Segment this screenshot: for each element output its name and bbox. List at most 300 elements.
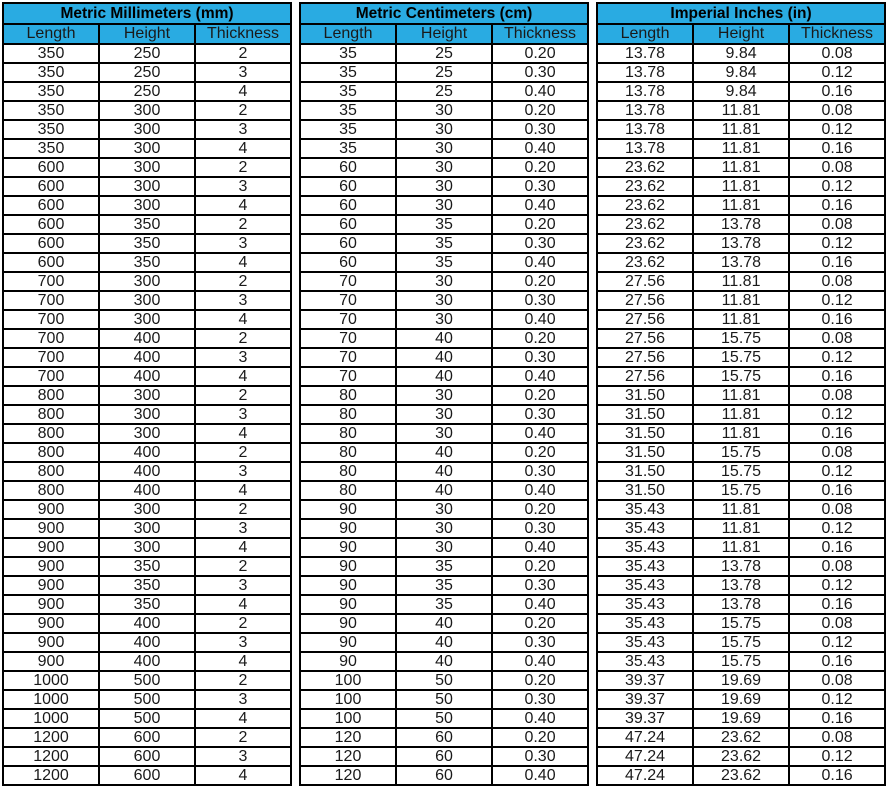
table-cell: 0.20: [492, 728, 588, 747]
table-row: [300, 424, 588, 443]
table-cell: 30: [396, 177, 492, 196]
table-row: [3, 215, 291, 234]
table-row: [597, 481, 885, 500]
table-cell: 600: [3, 253, 99, 272]
table-cell: 35: [396, 234, 492, 253]
table-cell: 600: [3, 234, 99, 253]
table-cell: 60: [396, 728, 492, 747]
table-cell: 23.62: [597, 234, 693, 253]
table-cell: 23.62: [597, 177, 693, 196]
table-cell: 350: [99, 576, 195, 595]
table-cell: 9.84: [693, 63, 789, 82]
table-row: [300, 215, 588, 234]
table-cell: 300: [99, 158, 195, 177]
table-row: [300, 348, 588, 367]
table-cell: 0.12: [789, 462, 885, 481]
table-row: [300, 386, 588, 405]
table-cell: 11.81: [693, 101, 789, 120]
table-cell: 60: [300, 196, 396, 215]
table-cell: 0.40: [492, 253, 588, 272]
table-cell: 0.16: [789, 253, 885, 272]
table-row: [597, 101, 885, 120]
table-cell: 0.12: [789, 177, 885, 196]
table-cell: 2: [195, 386, 291, 405]
table-row: [3, 158, 291, 177]
table-cell: 0.12: [789, 63, 885, 82]
table-cell: 39.37: [597, 671, 693, 690]
table-cell: 3: [195, 63, 291, 82]
table-cell: 9.84: [693, 44, 789, 63]
column-header-thickness: Thickness: [195, 24, 291, 44]
table-cell: 0.12: [789, 633, 885, 652]
table-cell: 0.08: [789, 500, 885, 519]
table-cell: 11.81: [693, 158, 789, 177]
table-row: [597, 595, 885, 614]
table-cell: 600: [3, 196, 99, 215]
table-cell: 0.40: [492, 139, 588, 158]
table-cell: 3: [195, 291, 291, 310]
table-cell: 300: [99, 538, 195, 557]
table-row: [300, 671, 588, 690]
table-cell: 900: [3, 519, 99, 538]
table-row: [300, 291, 588, 310]
table-cell: 35.43: [597, 576, 693, 595]
table-row: [3, 139, 291, 158]
table-cell: 4: [195, 196, 291, 215]
table-cell: 3: [195, 234, 291, 253]
table-cell: 50: [396, 690, 492, 709]
table-cell: 23.62: [597, 253, 693, 272]
table-cell: 40: [396, 633, 492, 652]
table-cell: 13.78: [693, 557, 789, 576]
table-cell: 90: [300, 614, 396, 633]
table-row: [3, 595, 291, 614]
table-row: [3, 443, 291, 462]
conversion-tables: [2, 2, 886, 786]
table-column-header-row: [3, 24, 291, 44]
table-cell: 31.50: [597, 443, 693, 462]
table-cell: 0.30: [492, 120, 588, 139]
table-cell: 120: [300, 728, 396, 747]
table-cell: 35: [300, 139, 396, 158]
table-cell: 3: [195, 120, 291, 139]
table-cell: 250: [99, 63, 195, 82]
table-cell: 900: [3, 633, 99, 652]
table-cell: 0.40: [492, 82, 588, 101]
table-cell: 0.16: [789, 766, 885, 785]
table-cell: 400: [99, 329, 195, 348]
table-cell: 60: [396, 747, 492, 766]
table-row: [597, 424, 885, 443]
table-cell: 120: [300, 747, 396, 766]
table-row: [597, 671, 885, 690]
table-cell: 31.50: [597, 462, 693, 481]
table-row: [300, 196, 588, 215]
table-cell: 900: [3, 538, 99, 557]
table-cell: 30: [396, 500, 492, 519]
table-cell: 600: [3, 215, 99, 234]
table-row: [597, 158, 885, 177]
table-column-header-row: [597, 24, 885, 44]
table-cell: 35: [300, 101, 396, 120]
table-row: [597, 310, 885, 329]
table-cell: 30: [396, 101, 492, 120]
table-cell: 0.30: [492, 690, 588, 709]
table-cell: 0.12: [789, 348, 885, 367]
table-row: [300, 405, 588, 424]
table-cell: 23.62: [597, 196, 693, 215]
table-row: [3, 500, 291, 519]
table-cell: 4: [195, 595, 291, 614]
table-cell: 11.81: [693, 386, 789, 405]
table-cell: 90: [300, 633, 396, 652]
table-cell: 35: [396, 576, 492, 595]
table-cell: 0.40: [492, 196, 588, 215]
table-row: [3, 82, 291, 101]
table-cell: 0.40: [492, 709, 588, 728]
table-cell: 80: [300, 386, 396, 405]
table-cell: 400: [99, 652, 195, 671]
table-row: [597, 139, 885, 158]
table-cell: 13.78: [693, 215, 789, 234]
table-row: [3, 196, 291, 215]
table-cell: 300: [99, 120, 195, 139]
table-row: [3, 424, 291, 443]
table-cell: 350: [3, 120, 99, 139]
table-row: [3, 63, 291, 82]
table-row: [300, 63, 588, 82]
table-cell: 0.30: [492, 633, 588, 652]
table-cell: 800: [3, 462, 99, 481]
table-cell: 60: [300, 177, 396, 196]
table-cell: 0.20: [492, 101, 588, 120]
inches-table: [596, 2, 886, 786]
table-cell: 300: [99, 139, 195, 158]
table-cell: 70: [300, 348, 396, 367]
table-cell: 13.78: [693, 253, 789, 272]
column-header-thickness: Thickness: [789, 24, 885, 44]
table-cell: 0.40: [492, 595, 588, 614]
table-cell: 90: [300, 652, 396, 671]
table-row: [300, 139, 588, 158]
table-cell: 0.08: [789, 671, 885, 690]
table-row: [3, 101, 291, 120]
table-cell: 0.08: [789, 443, 885, 462]
table-cell: 9.84: [693, 82, 789, 101]
table-row: [3, 728, 291, 747]
table-row: [597, 709, 885, 728]
table-cell: 31.50: [597, 424, 693, 443]
table-cell: 0.20: [492, 215, 588, 234]
table-cell: 0.08: [789, 329, 885, 348]
table-row: [300, 462, 588, 481]
table-cell: 700: [3, 291, 99, 310]
table-cell: 0.08: [789, 44, 885, 63]
table-cell: 90: [300, 500, 396, 519]
table-row: [3, 690, 291, 709]
table-row: [300, 101, 588, 120]
table-cell: 0.30: [492, 63, 588, 82]
table-cell: 70: [300, 291, 396, 310]
table-cell: 4: [195, 481, 291, 500]
table-cell: 0.16: [789, 139, 885, 158]
table-cell: 100: [300, 671, 396, 690]
table-cell: 40: [396, 367, 492, 386]
table-cell: 30: [396, 519, 492, 538]
table-cell: 0.08: [789, 386, 885, 405]
table-cell: 100: [300, 690, 396, 709]
table-row: [597, 557, 885, 576]
table-row: [300, 120, 588, 139]
table-cell: 15.75: [693, 348, 789, 367]
table-cell: 35: [396, 595, 492, 614]
inches-table-body: [597, 44, 885, 785]
table-cell: 0.30: [492, 291, 588, 310]
table-cell: 15.75: [693, 443, 789, 462]
table-cell: 0.12: [789, 690, 885, 709]
table-row: [597, 500, 885, 519]
table-row: [597, 82, 885, 101]
table-cell: 2: [195, 272, 291, 291]
table-cell: 25: [396, 44, 492, 63]
table-row: [300, 500, 588, 519]
table-cell: 2: [195, 614, 291, 633]
table-cell: 3: [195, 633, 291, 652]
table-cell: 0.20: [492, 500, 588, 519]
table-cell: 900: [3, 500, 99, 519]
table-cell: 11.81: [693, 272, 789, 291]
column-header-height: Height: [396, 24, 492, 44]
column-header-height: Height: [99, 24, 195, 44]
table-row: [3, 386, 291, 405]
table-cell: 300: [99, 291, 195, 310]
table-cell: 2: [195, 500, 291, 519]
table-row: [3, 709, 291, 728]
table-cell: 4: [195, 253, 291, 272]
table-cell: 0.30: [492, 234, 588, 253]
table-cell: 35.43: [597, 652, 693, 671]
table-row: [597, 405, 885, 424]
table-cell: 2: [195, 101, 291, 120]
table-row: [300, 538, 588, 557]
table-cell: 70: [300, 272, 396, 291]
table-cell: 800: [3, 481, 99, 500]
table-row: [300, 82, 588, 101]
table-cell: 350: [3, 82, 99, 101]
table-row: [597, 329, 885, 348]
table-cell: 0.20: [492, 329, 588, 348]
table-cell: 11.81: [693, 519, 789, 538]
table-row: [597, 234, 885, 253]
table-cell: 400: [99, 481, 195, 500]
table-cell: 35: [300, 82, 396, 101]
table-cell: 35.43: [597, 633, 693, 652]
table-cell: 27.56: [597, 367, 693, 386]
table-cell: 600: [3, 177, 99, 196]
table-cell: 0.30: [492, 462, 588, 481]
table-row: [300, 690, 588, 709]
table-cell: 80: [300, 405, 396, 424]
millimeters-table: [2, 2, 292, 786]
table-cell: 0.40: [492, 652, 588, 671]
table-cell: 35.43: [597, 614, 693, 633]
table-row: [300, 747, 588, 766]
table-cell: 90: [300, 538, 396, 557]
table-cell: 35: [396, 557, 492, 576]
table-row: [3, 614, 291, 633]
table-row: [597, 728, 885, 747]
table-cell: 350: [3, 63, 99, 82]
table-cell: 350: [99, 557, 195, 576]
table-cell: 0.16: [789, 595, 885, 614]
table-cell: 300: [99, 101, 195, 120]
table-cell: 0.16: [789, 538, 885, 557]
table-row: [3, 538, 291, 557]
table-cell: 600: [3, 158, 99, 177]
table-cell: 0.16: [789, 367, 885, 386]
table-row: [3, 348, 291, 367]
table-cell: 25: [396, 63, 492, 82]
table-cell: 30: [396, 424, 492, 443]
table-cell: 900: [3, 557, 99, 576]
table-cell: 500: [99, 690, 195, 709]
table-cell: 40: [396, 652, 492, 671]
table-row: [300, 614, 588, 633]
centimeters-table-body: [300, 44, 588, 785]
table-cell: 0.40: [492, 481, 588, 500]
table-row: [3, 652, 291, 671]
table-cell: 30: [396, 120, 492, 139]
table-row: [597, 253, 885, 272]
table-cell: 4: [195, 652, 291, 671]
table-cell: 4: [195, 538, 291, 557]
table-cell: 400: [99, 614, 195, 633]
table-cell: 4: [195, 709, 291, 728]
table-cell: 30: [396, 158, 492, 177]
table-cell: 800: [3, 386, 99, 405]
table-row: [3, 329, 291, 348]
table-cell: 0.20: [492, 614, 588, 633]
table-row: [597, 291, 885, 310]
table-row: [3, 481, 291, 500]
table-cell: 350: [99, 595, 195, 614]
table-cell: 15.75: [693, 481, 789, 500]
table-row: [300, 728, 588, 747]
table-cell: 60: [300, 215, 396, 234]
table-cell: 31.50: [597, 481, 693, 500]
table-row: [3, 310, 291, 329]
millimeters-table-body: [3, 44, 291, 785]
table-cell: 0.20: [492, 272, 588, 291]
table-cell: 1000: [3, 709, 99, 728]
table-row: [3, 747, 291, 766]
table-cell: 0.30: [492, 177, 588, 196]
table-cell: 40: [396, 329, 492, 348]
table-cell: 15.75: [693, 329, 789, 348]
table-cell: 27.56: [597, 291, 693, 310]
table-cell: 0.16: [789, 310, 885, 329]
table-cell: 3: [195, 690, 291, 709]
table-row: [300, 576, 588, 595]
table-cell: 11.81: [693, 177, 789, 196]
table-cell: 300: [99, 177, 195, 196]
table-cell: 90: [300, 557, 396, 576]
table-cell: 40: [396, 614, 492, 633]
table-row: [300, 633, 588, 652]
table-row: [597, 519, 885, 538]
table-cell: 300: [99, 272, 195, 291]
table-cell: 3: [195, 747, 291, 766]
table-cell: 0.30: [492, 348, 588, 367]
table-cell: 2: [195, 215, 291, 234]
table-cell: 1200: [3, 728, 99, 747]
table-row: [597, 348, 885, 367]
table-cell: 35.43: [597, 595, 693, 614]
table-cell: 15.75: [693, 652, 789, 671]
table-cell: 47.24: [597, 766, 693, 785]
table-cell: 4: [195, 367, 291, 386]
table-cell: 0.40: [492, 538, 588, 557]
table-cell: 30: [396, 139, 492, 158]
table-cell: 900: [3, 614, 99, 633]
table-cell: 2: [195, 671, 291, 690]
table-cell: 0.08: [789, 728, 885, 747]
table-cell: 0.16: [789, 196, 885, 215]
table-row: [300, 557, 588, 576]
table-row: [3, 367, 291, 386]
table-cell: 80: [300, 481, 396, 500]
table-cell: 0.12: [789, 519, 885, 538]
table-cell: 90: [300, 576, 396, 595]
table-cell: 350: [99, 253, 195, 272]
table-row: [597, 386, 885, 405]
table-cell: 700: [3, 272, 99, 291]
table-cell: 11.81: [693, 139, 789, 158]
table-row: [3, 576, 291, 595]
table-cell: 0.16: [789, 481, 885, 500]
table-cell: 13.78: [597, 82, 693, 101]
table-row: [300, 310, 588, 329]
table-cell: 11.81: [693, 291, 789, 310]
table-cell: 90: [300, 519, 396, 538]
table-cell: 11.81: [693, 196, 789, 215]
column-header-length: Length: [300, 24, 396, 44]
table-cell: 70: [300, 367, 396, 386]
inches-table-title: Imperial Inches (in): [597, 3, 885, 24]
table-cell: 15.75: [693, 462, 789, 481]
table-cell: 19.69: [693, 709, 789, 728]
table-row: [300, 329, 588, 348]
table-cell: 50: [396, 709, 492, 728]
table-row: [300, 158, 588, 177]
table-cell: 3: [195, 405, 291, 424]
table-row: [300, 177, 588, 196]
table-row: [300, 709, 588, 728]
table-cell: 30: [396, 405, 492, 424]
table-title-row: [300, 3, 588, 24]
table-row: [3, 234, 291, 253]
table-cell: 35: [300, 44, 396, 63]
table-cell: 300: [99, 405, 195, 424]
table-row: [300, 272, 588, 291]
table-cell: 40: [396, 443, 492, 462]
table-cell: 70: [300, 329, 396, 348]
table-cell: 4: [195, 139, 291, 158]
table-cell: 0.30: [492, 405, 588, 424]
table-row: [300, 595, 588, 614]
table-cell: 800: [3, 443, 99, 462]
table-cell: 30: [396, 291, 492, 310]
